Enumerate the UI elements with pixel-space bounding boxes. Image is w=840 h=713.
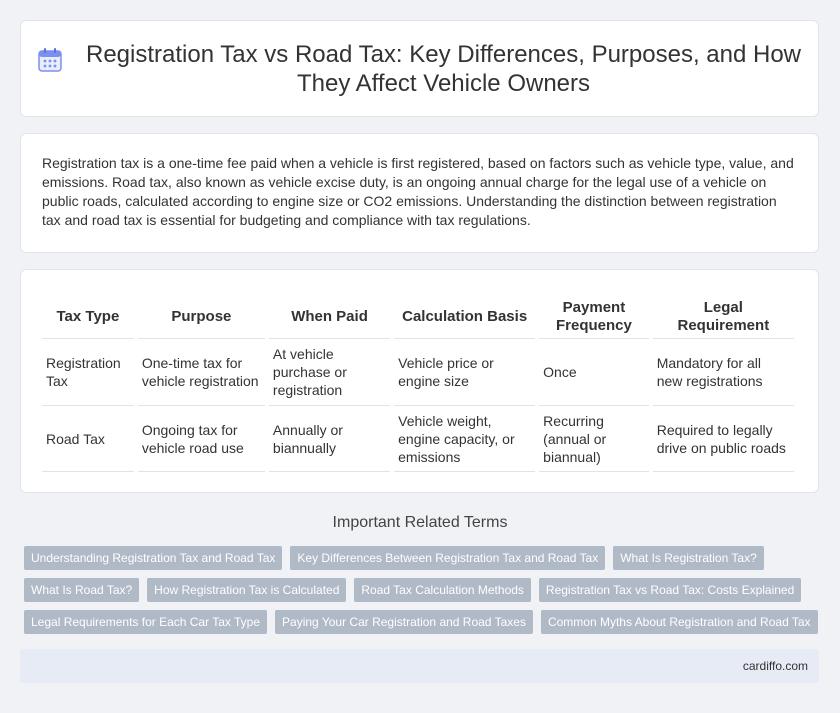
related-terms-tags (24, 546, 824, 642)
column-header-when-paid: When Paid (291, 308, 368, 325)
column-header-payment-frequency: Payment Frequency (556, 299, 632, 334)
column-header-tax-type: Tax Type (56, 308, 120, 325)
tag-row (24, 546, 824, 571)
column-header-legal-requirement: Legal Requirement (677, 299, 770, 334)
related-term-tag[interactable]: Common Myths About Registration and Road Tax (541, 610, 818, 634)
footer-site-link[interactable]: cardiffo.com (742, 659, 808, 673)
related-term-tag[interactable]: Legal Requirements for Each Car Tax Type (24, 610, 267, 634)
table-row (42, 405, 794, 472)
table-cell: Mandatory for all new registrations (653, 338, 794, 405)
related-term-tag[interactable]: What Is Road Tax? (24, 578, 139, 602)
table-cell: At vehicle purchase or registration (269, 338, 390, 405)
column-header-calculation-basis: Calculation Basis (402, 308, 528, 325)
table-cell: Recurring (annual or biannual) (539, 405, 649, 472)
intro-paragraph: Registration tax is a one-time fee paid when a vehicle is first registered, based on factors such as vehicle type, value, and emissions. Road tax, also known as vehicle excise duty, is an ongoing annual charge for the legal use of a vehicle on public roads, calculated according to engine size or CO2 emissions. Understanding the distinction between registration tax and road tax is essential for budgeting and compliance with tax regulations. (42, 155, 794, 228)
table-cell: Required to legally drive on public roads (653, 405, 794, 472)
table-cell: Ongoing tax for vehicle road use (138, 405, 265, 472)
related-term-tag[interactable]: What Is Registration Tax? (613, 546, 764, 570)
table-cell: One-time tax for vehicle registration (138, 338, 265, 405)
footer (20, 649, 819, 683)
related-term-tag[interactable]: Paying Your Car Registration and Road Taxes (275, 610, 533, 634)
related-term-tag[interactable]: How Registration Tax is Calculated (147, 578, 346, 602)
calendar-icon (36, 46, 64, 74)
table-cell: Once (539, 338, 649, 405)
header-card (20, 20, 819, 117)
comparison-table (38, 296, 798, 472)
comparison-table-card (20, 269, 819, 493)
table-row (42, 338, 794, 405)
table-cell: Vehicle weight, engine capacity, or emissions (394, 405, 535, 472)
related-term-tag[interactable]: Understanding Registration Tax and Road Tax (24, 546, 282, 570)
table-cell: Registration Tax (42, 338, 134, 405)
related-term-tag[interactable]: Key Differences Between Registration Tax and Road Tax (290, 546, 605, 570)
table-cell: Annually or biannually (269, 405, 390, 472)
page-title: Registration Tax vs Road Tax: Key Differences, Purposes, and How They Affect Vehicle Owners (85, 40, 802, 97)
table-header-row (42, 296, 794, 338)
table-cell: Vehicle price or engine size (394, 338, 535, 405)
tag-row (24, 578, 824, 603)
related-term-tag[interactable]: Road Tax Calculation Methods (354, 578, 531, 602)
tag-row (24, 610, 824, 635)
intro-card (20, 133, 819, 253)
header-inner (36, 40, 804, 98)
related-term-tag[interactable]: Registration Tax vs Road Tax: Costs Explained (539, 578, 801, 602)
related-terms-title: Important Related Terms (332, 514, 508, 531)
table-cell: Road Tax (42, 405, 134, 472)
column-header-purpose: Purpose (171, 308, 232, 325)
